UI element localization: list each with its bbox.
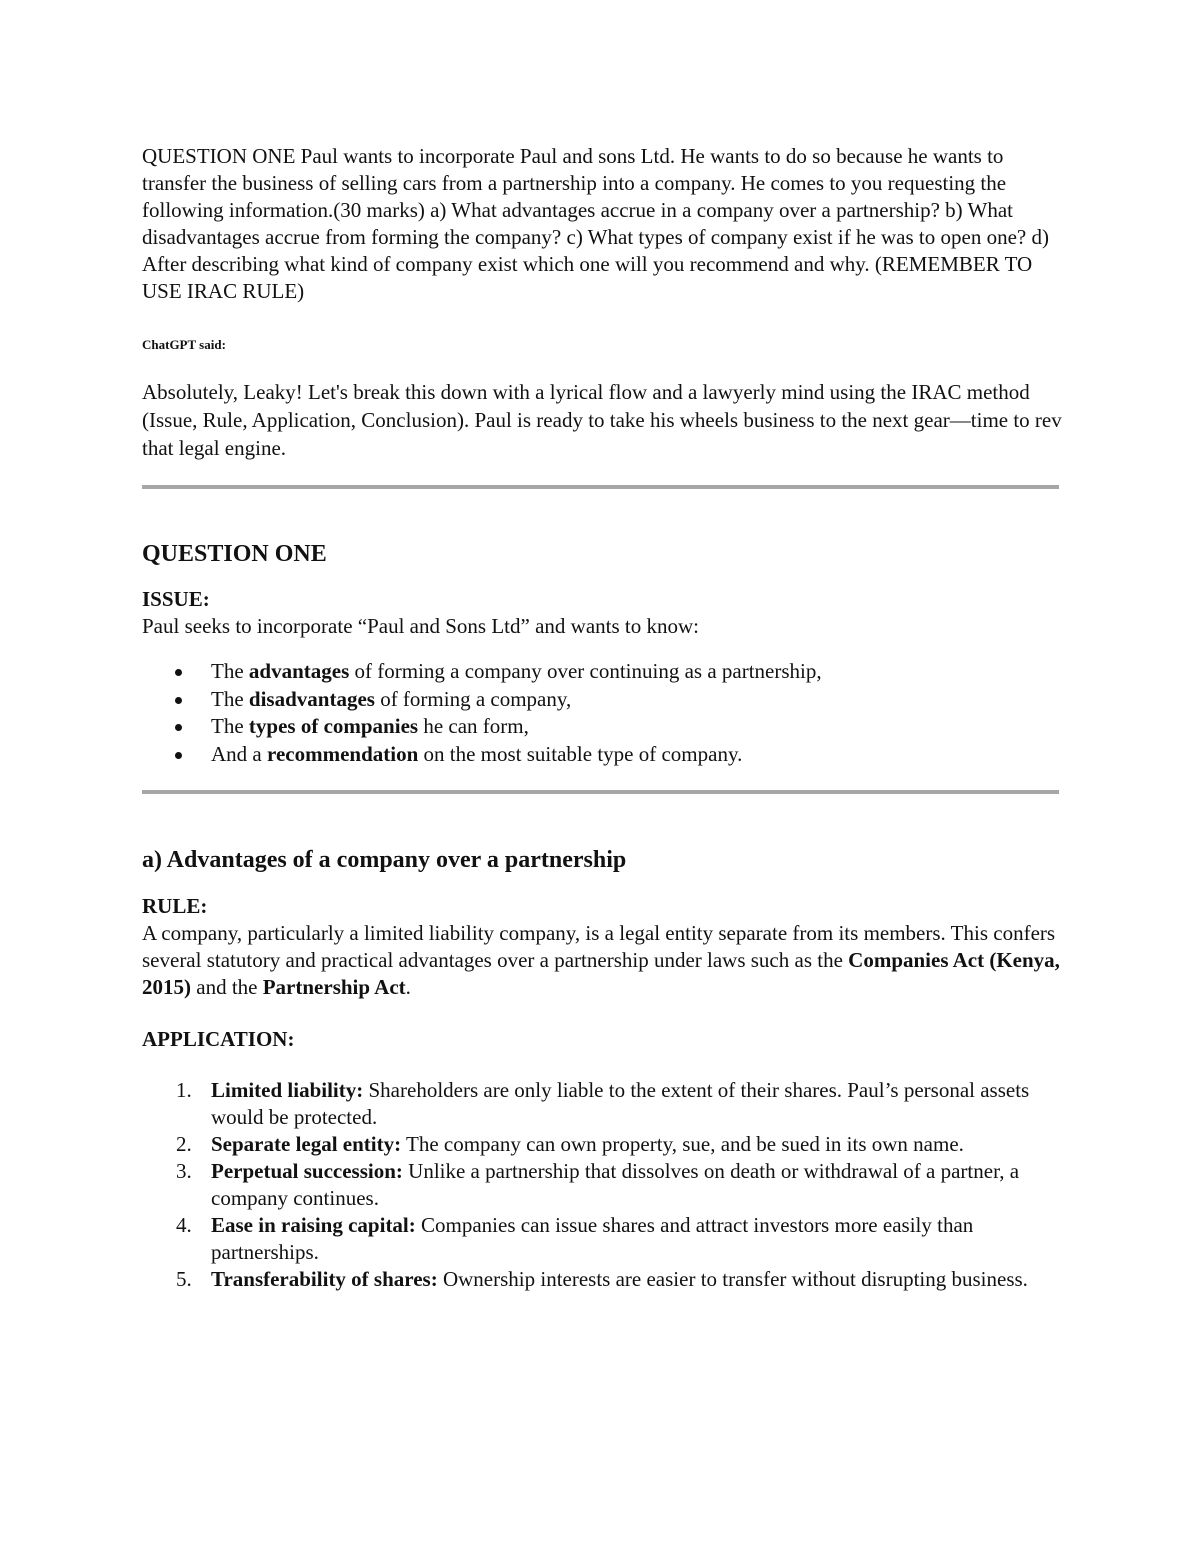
- issue-label: ISSUE:: [142, 587, 210, 611]
- list-item: [142, 686, 1062, 714]
- bullet-text-bold: types of companies: [248, 714, 419, 738]
- list-number: 2.: [176, 1132, 192, 1156]
- application-label: APPLICATION:: [142, 1027, 295, 1051]
- point-text: Ownership interests are easier to transfer without disrupting business.: [437, 1267, 1028, 1291]
- point-text: Shareholders are only liable to the extent of their shares. Paul’s personal assets would be protected.: [211, 1078, 1030, 1129]
- bullet-text-post: he can form,: [418, 714, 529, 738]
- bullet-text-pre: The: [211, 714, 249, 738]
- list-item: [142, 1131, 1062, 1158]
- bullet-text-bold: advantages: [248, 659, 350, 683]
- section-heading-question-one: QUESTION ONE: [142, 541, 327, 567]
- rule-label: RULE:: [142, 894, 208, 918]
- rule-text: [142, 920, 1062, 1001]
- rule-text-part: A company, particularly a limited liability company, is a legal entity separate from its members. This confers several statutory and practical advantages over a partnership under laws such as the: [142, 921, 1056, 972]
- list-item: [142, 1158, 1062, 1212]
- rule-bold-companies-act: Companies Act (Kenya, 2015): [142, 948, 1060, 999]
- bullet-text-post: on the most suitable type of company.: [418, 741, 743, 766]
- bullet-text-post: of forming a company,: [374, 686, 572, 711]
- list-item: [142, 658, 1062, 686]
- list-item: [142, 1266, 1062, 1293]
- point-text: Companies can issue shares and attract investors more easily than partnerships.: [211, 1213, 974, 1264]
- issue-text: Paul seeks to incorporate “Paul and Sons Ltd” and wants to know:: [142, 614, 699, 638]
- section-heading-advantages: a) Advantages of a company over a partnership: [142, 847, 627, 873]
- point-title: Separate legal entity:: [211, 1132, 402, 1156]
- bullet-icon: [175, 669, 182, 676]
- list-item: [142, 1077, 1062, 1131]
- list-item: [142, 741, 1062, 769]
- intro-paragraph: Absolutely, Leaky! Let's break this down with a lyrical flow and a lawyerly mind using the IRAC method (Issue, Rule, Application, Conclusion). Paul is ready to take his wheels business to the next gear—time to rev that legal engine.: [142, 380, 1062, 460]
- list-number: 5.: [176, 1267, 192, 1291]
- point-title: Perpetual succession:: [211, 1159, 403, 1183]
- advantages-numbered-list: [142, 1077, 1062, 1293]
- list-item: [142, 1212, 1062, 1266]
- horizontal-divider: [142, 790, 1059, 794]
- bullet-text-post: of forming a company over continuing as a partnership,: [349, 659, 822, 683]
- point-title: Limited liability:: [211, 1078, 364, 1102]
- point-title: Transferability of shares:: [211, 1267, 438, 1291]
- speaker-label: ChatGPT said:: [142, 337, 226, 352]
- horizontal-divider: [142, 485, 1059, 489]
- bullet-text-pre: The: [211, 659, 249, 683]
- point-title: Ease in raising capital:: [211, 1213, 416, 1237]
- list-number: 3.: [176, 1159, 192, 1183]
- bullet-text-bold: recommendation: [267, 741, 419, 766]
- document-page: [142, 143, 1062, 1293]
- bullet-text-bold: disadvantages: [248, 686, 375, 711]
- bullet-icon: [175, 697, 182, 704]
- point-text: Unlike a partnership that dissolves on death or withdrawal of a partner, a company continues.: [211, 1159, 1020, 1210]
- user-prompt: QUESTION ONE Paul wants to incorporate Paul and sons Ltd. He wants to do so because he wants to transfer the business of selling cars from a partnership into a company. He comes to you requesting the following information.(30 marks) a) What advantages accrue in a company over a partnership? b) What disadvantages accrue from forming the company? c) What types of company exist if he was to open one? d) After describing what kind of company exist which one will you recommend and why. (REMEMBER TO USE IRAC RULE): [142, 144, 1049, 303]
- list-number: 1.: [176, 1078, 192, 1102]
- bullet-text-pre: And a: [211, 741, 267, 766]
- issue-bullet-list: [142, 658, 1062, 768]
- rule-text-part: and the: [191, 975, 263, 999]
- point-text: The company can own property, sue, and be sued in its own name.: [401, 1132, 964, 1156]
- list-item: [142, 713, 1062, 741]
- bullet-text-pre: The: [211, 686, 249, 711]
- list-number: 4.: [176, 1213, 192, 1237]
- rule-bold-partnership-act: Partnership Act: [262, 975, 406, 999]
- bullet-icon: [175, 724, 182, 731]
- bullet-icon: [175, 752, 182, 759]
- rule-text-part: .: [405, 975, 411, 999]
